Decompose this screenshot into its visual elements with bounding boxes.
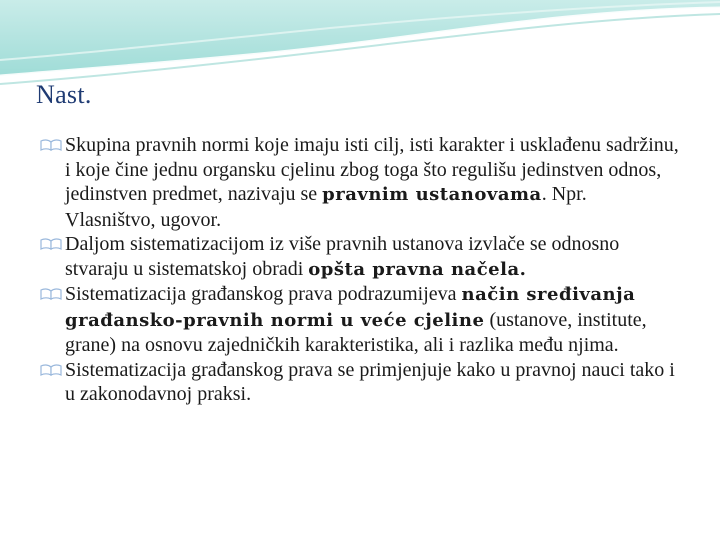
bullet-text: (ustanove, institute, grane) na osnovu zajedničkih karakteristika, ali i razlika među njima. xyxy=(65,308,647,356)
bold-term: opšta pravna načela. xyxy=(308,258,527,280)
list-item xyxy=(40,282,680,358)
bold-term: pravnim ustanovama xyxy=(322,184,542,205)
book-icon xyxy=(40,288,62,300)
bullet-text: Sistematizacija građanskog prava se primjenjuje kako u pravnoj nauci tako i u zakonodavnoj praksi. xyxy=(65,358,675,405)
book-icon xyxy=(40,238,62,250)
bold-term: način sređivanja građansko-pravnih normi u veće cjeline xyxy=(65,284,636,331)
bullet-text: Sistematizacija građanskog prava podrazumijeva xyxy=(65,283,462,305)
slide-title: Nast. xyxy=(36,80,92,109)
list-item xyxy=(40,358,680,407)
header-wave-decoration xyxy=(0,0,720,90)
bullet-text: . Npr. Vlasništvo, ugovor. xyxy=(65,183,587,231)
bullet-text: Skupina pravnih normi koje imaju isti cilj, isti karakter i usklađenu sadržinu, i koje čine jednu organsku cjelinu zbog toga što regulišu jedinstven odnos, jedinstven predmet, nazivaju se xyxy=(65,134,679,205)
bullet-list xyxy=(40,133,680,407)
bullet-text: Daljom sistematizacijom iz više pravnih ustanova izvlače se odnosno stvaraju u sistematskoj obradi xyxy=(65,233,620,280)
book-icon xyxy=(40,364,62,376)
list-item xyxy=(40,133,680,232)
list-item xyxy=(40,232,680,282)
book-icon xyxy=(40,139,62,151)
